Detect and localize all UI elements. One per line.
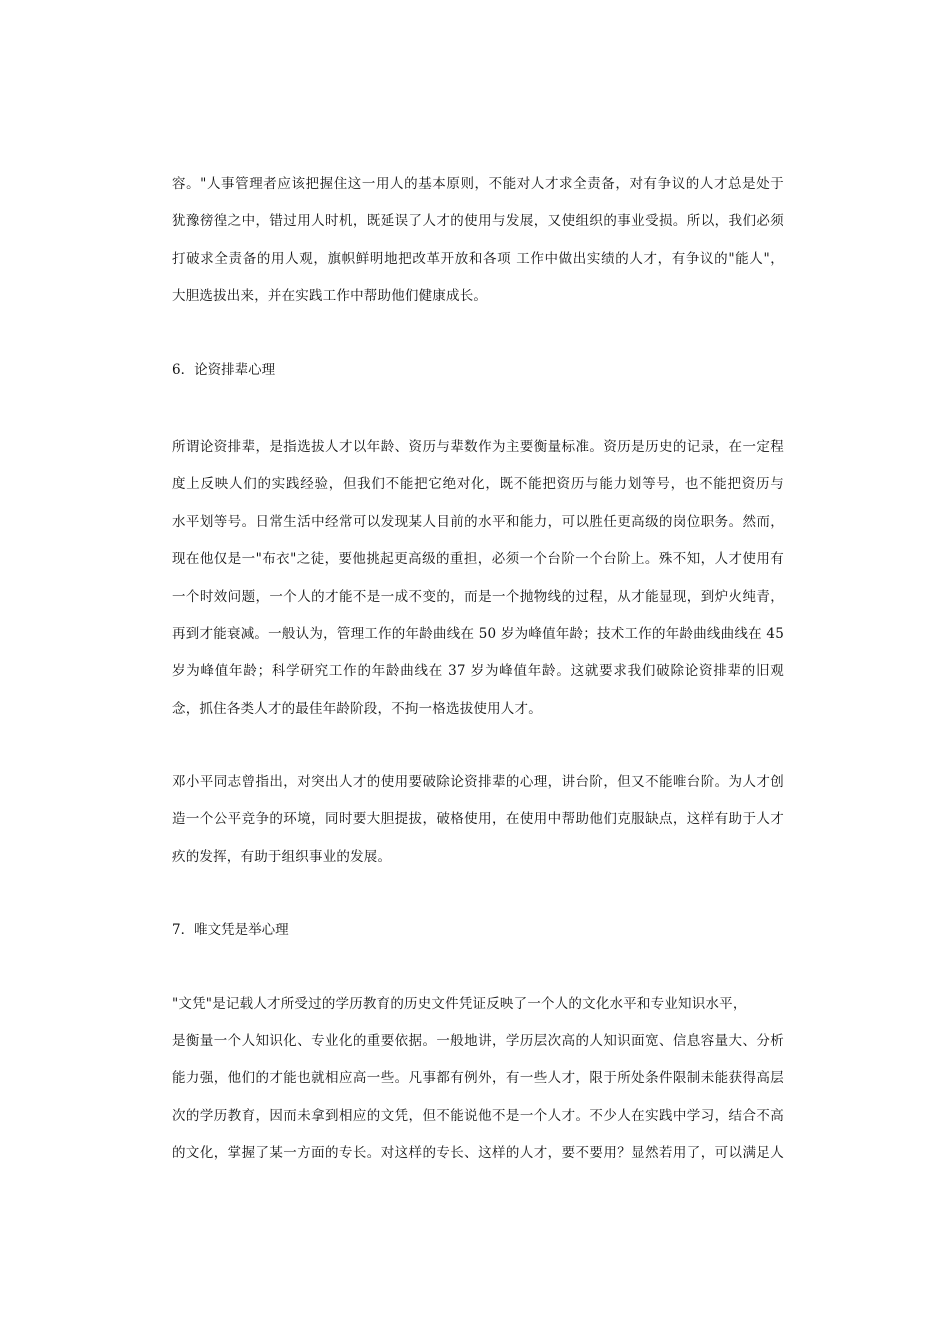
text-line: 大胆选拔出来，并在实践工作中帮助他们健康成长。	[172, 288, 488, 305]
text-line: 能力强，他们的才能也就相应高一些。凡事都有例外，有一些人才，限于所处条件限制未能获得高层	[172, 1070, 784, 1087]
text-line: 一个时效问题，一个人的才能不是一成不变的，而是一个抛物线的过程，从才能显现，到炉火纯青，	[172, 588, 784, 605]
text-line: 岁为峰值年龄；科学研究工作的年龄曲线在 37 岁为峰值年龄。这就要求我们破除论资排辈的旧观	[172, 663, 784, 680]
text-line: 邓小平同志曾指出，对突出人才的使用要破除论资排辈的心理，讲台阶，但又不能唯台阶。为人才创	[172, 774, 784, 791]
paragraph-seniority	[172, 429, 784, 728]
text-line: 造一个公平竞争的环境，同时要大胆提拔，破格使用，在使用中帮助他们克服缺点，这样有助于人才	[172, 811, 784, 828]
text-line: "文凭"是记载人才所受过的学历教育的历史文件凭证反映了一个人的文化水平和专业知识水平，	[172, 995, 747, 1012]
text-line: 次的学历教育，因而未拿到相应的文凭，但不能说他不是一个人才。不少人在实践中学习，结合不高	[172, 1107, 784, 1124]
paragraph-deng-xiaoping	[172, 764, 784, 876]
text-line: 现在他仅是一"布衣"之徒，要他挑起更高级的重担，必须一个台阶一个台阶上。殊不知，人才使用有	[172, 551, 784, 568]
text-line: 打破求全责备的用人观，旗帜鲜明地把改革开放和各项 工作中做出实绩的人才，有争议的"能人"，	[172, 250, 784, 267]
text-line: 容。"人事管理者应该把握住这一用人的基本原则，不能对人才求全责备，对有争议的人才总是处于	[172, 176, 784, 192]
text-line: 所谓论资排辈，是指选拔人才以年龄、资历与辈数作为主要衡量标准。资历是历史的记录，在一定程	[172, 438, 784, 455]
text-line: 犹豫徬徨之中，错过用人时机，既延误了人才的使用与发展，又使组织的事业受损。所以，我们必须	[172, 213, 784, 230]
paragraph-diploma	[172, 986, 784, 1173]
text-line: 水平划等号。日常生活中经常可以发现某人目前的水平和能力，可以胜任更高级的岗位职务。然而，	[172, 513, 784, 530]
section-heading-7: 7．唯文凭是举心理	[172, 922, 289, 939]
text-line: 再到才能衰减。一般认为，管理工作的年龄曲线在 50 岁为峰值年龄；技术工作的年龄曲线曲线在 45	[172, 625, 784, 642]
text-line: 是衡量一个人知识化、专业化的重要依据。一般地讲，学历层次高的人知识面宽、信息容量大、分析	[172, 1033, 784, 1050]
text-line: 念，抓住各类人才的最佳年龄阶段，不拘一格选拔使用人才。	[172, 700, 542, 717]
section-heading-6: 6．论资排辈心理	[172, 361, 276, 378]
text-line: 疚的发挥，有助于组织事业的发展。	[172, 848, 392, 865]
paragraph-talent-tolerance	[172, 166, 784, 316]
document-body	[172, 166, 784, 1173]
text-line: 的文化，掌握了某一方面的专长。对这样的专长、这样的人才，要不要用？显然若用了，可以满足人	[172, 1145, 784, 1162]
text-line: 度上反映人们的实践经验，但我们不能把它绝对化，既不能把资历与能力划等号，也不能把资历与	[172, 476, 784, 493]
